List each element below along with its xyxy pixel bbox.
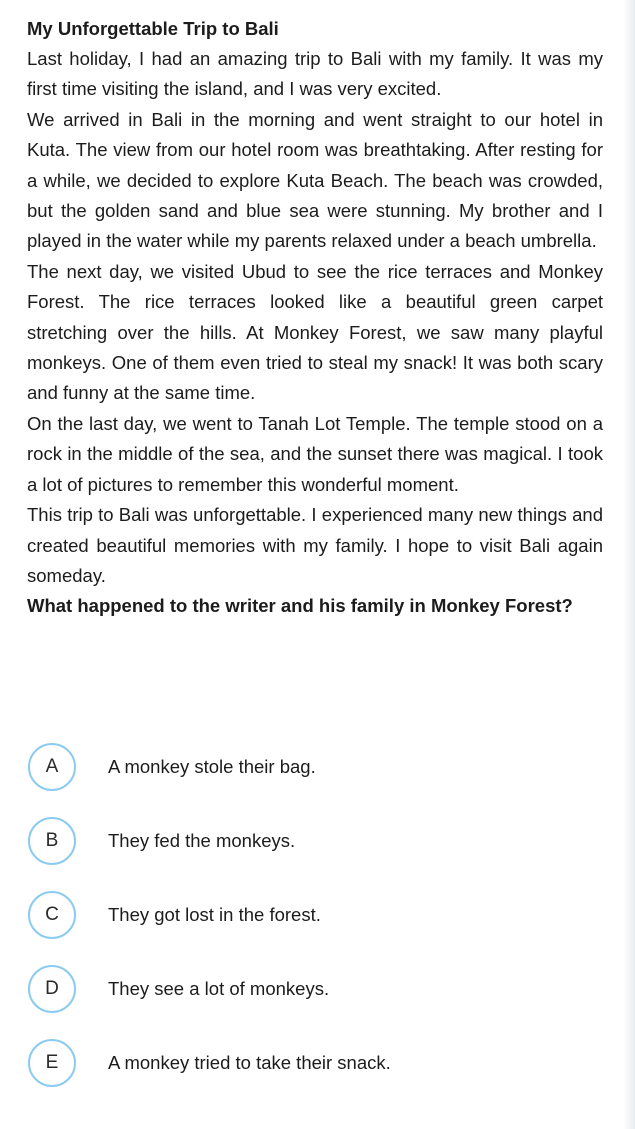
passage-paragraph-4: On the last day, we went to Tanah Lot Temple. The temple stood on a rock in the middle of the sea, and the sunset there was magical. I took a lot of pictures to remember this wonderful moment. [27,412,603,495]
option-a[interactable] [28,742,588,792]
passage-paragraph-5: This trip to Bali was unforgettable. I experienced many new things and created beautiful memories with my family. I hope to visit Bali again someday. [27,504,603,586]
option-letter-circle[interactable]: C [28,891,76,939]
option-letter-circle[interactable]: A [28,743,76,791]
option-e[interactable] [28,1038,588,1088]
option-d[interactable] [28,964,588,1014]
option-c[interactable] [28,890,588,940]
reading-passage [27,14,603,622]
option-label: A monkey stole their bag. [108,756,316,777]
question-text: What happened to the writer and his family in Monkey Forest? [27,595,573,617]
option-label: They see a lot of monkeys. [108,978,330,999]
option-letter-circle[interactable]: E [28,1039,76,1087]
option-letter-circle[interactable]: B [28,817,76,865]
passage-title: My Unforgettable Trip to Bali [27,18,279,39]
passage-paragraph-2: We arrived in Bali in the morning and went straight to our hotel in Kuta. The view from our hotel room was breathtaking. After resting for a while, we decided to explore Kuta Beach. The beach was crowded, but the golden sand and blue sea were stunning. My brother and I played in the water while my parents relaxed under a beach umbrella. [27,108,603,252]
option-label: They got lost in the forest. [108,904,321,925]
right-edge-shadow [623,0,635,1129]
option-label: A monkey tried to take their snack. [108,1052,391,1073]
passage-paragraph-3: The next day, we visited Ubud to see the rice terraces and Monkey Forest. The rice terraces looked like a beautiful green carpet stretching over the hills. At Monkey Forest, we saw many playful monkeys. One of them even tried to steal my snack! It was both scary and funny at the same time. [27,260,603,404]
option-letter-circle[interactable]: D [28,965,76,1013]
answer-options [28,742,588,1112]
option-b[interactable] [28,816,588,866]
passage-paragraph-1: Last holiday, I had an amazing trip to Bali with my family. It was my first time visiting the island, and I was very excited. [27,48,603,100]
option-label: They fed the monkeys. [108,830,296,851]
